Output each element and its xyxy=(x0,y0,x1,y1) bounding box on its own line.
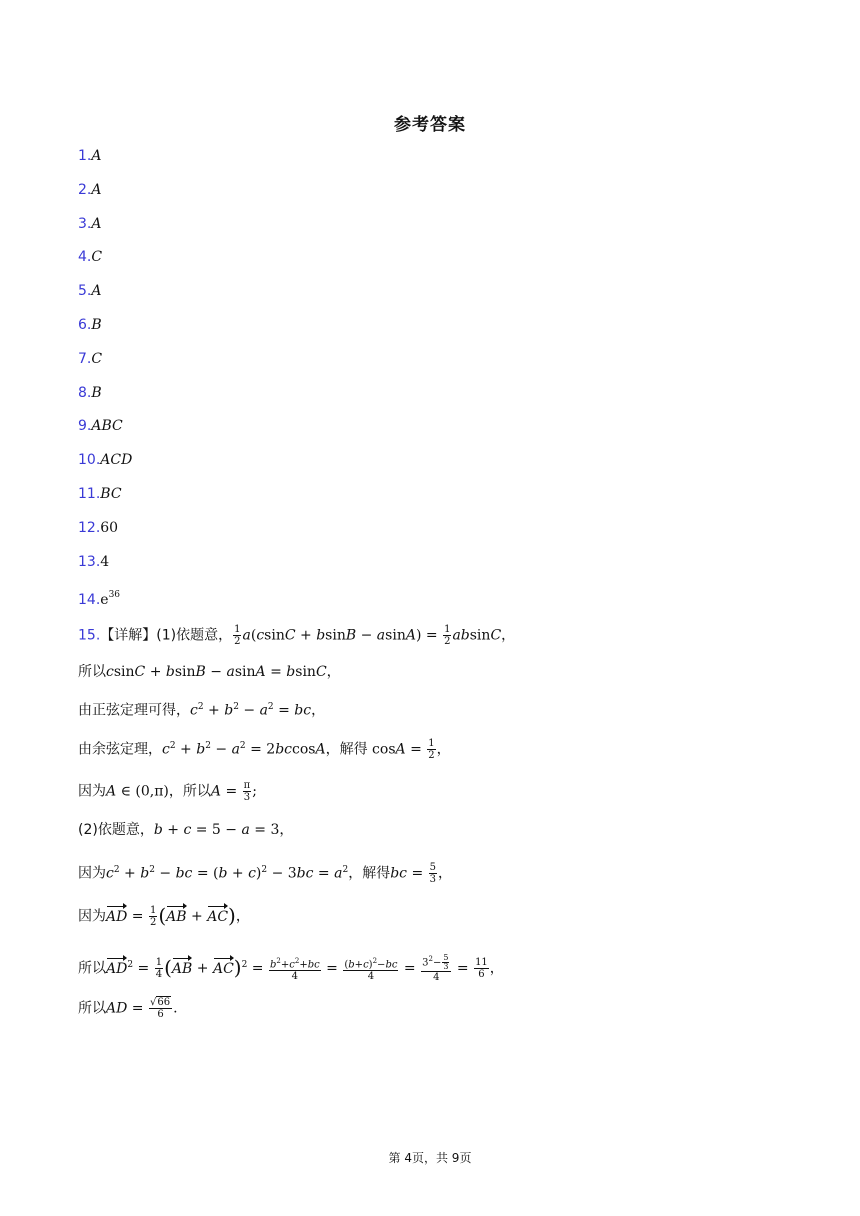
list-item xyxy=(78,484,132,518)
question-number: 10. xyxy=(78,452,101,469)
list-item xyxy=(78,180,132,214)
list-item xyxy=(78,518,132,552)
answer-value: BC xyxy=(100,485,122,502)
list-item xyxy=(78,247,132,281)
question-number: 8. xyxy=(78,384,92,401)
question-number: 9. xyxy=(78,418,92,435)
answer-exponent: 36 xyxy=(108,590,121,601)
question-number: 7. xyxy=(78,350,92,367)
answer-value: C xyxy=(91,249,103,266)
answer-value: 60 xyxy=(100,519,119,536)
question-number: 11. xyxy=(78,485,101,502)
list-item xyxy=(78,281,132,315)
solution-line: 所以AD = $\frac{√66}{6}$ . xyxy=(78,997,178,1020)
list-item xyxy=(78,383,132,417)
list-item xyxy=(78,146,132,180)
question-number: 1. xyxy=(78,148,92,164)
answer-value: 4 xyxy=(100,553,110,570)
solution-line: 由正弦定理可得，$c^2 + b^2 - a^2$ = bc， xyxy=(78,702,326,719)
answer-value: A xyxy=(91,181,102,198)
list-item xyxy=(78,585,132,619)
solution-line: 由余弦定理，$c^2 + b^2 - a^2 = 2bccosA$，解得 cosA = $\frac{1}{2}$ ， xyxy=(78,738,451,762)
question-number: 13. xyxy=(78,553,101,570)
solution-tag: 【详解】(1)依题意， xyxy=(100,627,233,644)
answer-value: ABC xyxy=(91,418,123,435)
list-item xyxy=(78,214,132,248)
answer-value: A xyxy=(91,215,102,232)
answer-value: C xyxy=(91,350,103,367)
question-number: 6. xyxy=(78,316,92,333)
question-number: 3. xyxy=(78,215,92,232)
solution-line: 所以$AD^2$ = $\frac{1}{4}$ (AB + AC)$^2$ = $\frac{b^2+c^2+bc}{4}$ = $\frac{(b+c)^2-bc}{4}$ = $3^2-$ $\frac{5}{3}$ 4 = $\frac{11}{6}$ ， xyxy=(78,953,504,984)
answer-value: B xyxy=(91,384,102,401)
question-number: 14. xyxy=(78,592,101,609)
answer-value: e xyxy=(100,592,109,609)
question-number: 5. xyxy=(78,283,92,300)
list-item xyxy=(78,416,132,450)
question-number: 15. xyxy=(78,627,101,644)
question-number: 12. xyxy=(78,519,101,536)
list-item xyxy=(78,552,132,586)
question-number: 4. xyxy=(78,249,92,266)
solution-line: 所以csinC + bsinB − asinA = bsinC， xyxy=(78,664,341,680)
answer-value: A xyxy=(91,148,102,164)
solution-line: 因为AD = $\frac{1}{2}$ (AB + AC)， xyxy=(78,903,250,928)
page-title: 参考答案 xyxy=(394,115,466,135)
answer-value: B xyxy=(91,316,102,333)
question-number: 2. xyxy=(78,181,92,198)
answer-list xyxy=(78,146,132,619)
list-item xyxy=(78,450,132,484)
solution-line: (2)依题意，b + c = 5 − a = 3， xyxy=(78,822,294,838)
answer-value: A xyxy=(91,283,102,300)
answer-value: ACD xyxy=(100,452,133,469)
page-footer: 第 4页，共 9页 xyxy=(388,1151,472,1165)
list-item xyxy=(78,349,132,383)
solution-line: 因为A ∈ (0,π)，所以A = $\frac{\pi}{3}$ ; xyxy=(78,780,257,803)
solution-line: 因为$c^2 + b^2$ − bc = $(b + c)^2 - 3bc = a^2$，解得bc = $\frac{5}{3}$ ， xyxy=(78,862,453,886)
list-item xyxy=(78,315,132,349)
solution-line: 15.【详解】(1)依题意， $\frac{1}{2}$ a(csinC + bsinB − asinA) = $\frac{1}{2}$ absinC， xyxy=(78,624,516,647)
